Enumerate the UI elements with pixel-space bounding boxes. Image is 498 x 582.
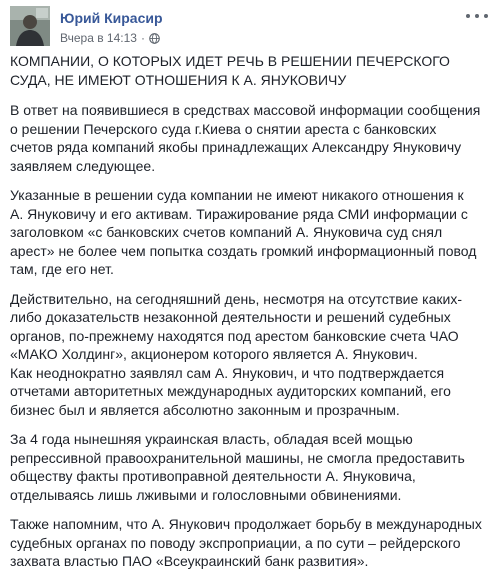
post-headline: КОМПАНИИ, О КОТОРЫХ ИДЕТ РЕЧЬ В РЕШЕНИИ ПЕЧЕРСКОГО СУДА, НЕ ИМЕЮТ ОТНОШЕНИЯ К А. ЯНУКОВИЧУ [10,53,450,88]
globe-icon[interactable] [149,33,160,44]
avatar[interactable] [10,6,50,46]
post-header [10,4,488,48]
more-options-icon[interactable] [466,10,488,22]
post-paragraph: За 4 года нынешняя украинская власть, обладая всей мощью репрессивной правоохранительной машины, не смогла предоставить обществу факты противоправной деятельности А. Януковича, отделываясь лишь лживыми и голословными обвинениями. [10,431,465,503]
post-paragraph: Действительно, на сегодняшний день, несмотря на отсутствие каких- либо доказательств незаконной деятельности и решений судебных органов, по-прежнему находятся под арестом банковские счета ЧАО «МАКО Холдинг», акционером которого является А. Янукович. Как неоднократно заявлял сам А. Янукович, и что подтверждается отчетами авторитетных международных аудиторских компаний, его бизнес был и является абсолютно законным и прозрачным. [10,290,462,418]
post-body [10,52,488,582]
author-name[interactable]: Юрий Кирасир [60,10,163,26]
post-paragraph: Также напомним, что А. Янукович продолжает борьбу в международных судебных органах по поводу экспроприации, а по сути – рейдерского захвата властью ПАО «Всеукраинский банк развития». [10,516,482,569]
avatar-photo-icon [10,6,50,46]
post-meta [60,31,160,45]
post-timestamp[interactable]: Вчера в 14:13 [60,31,137,45]
post-paragraph: Указанные в решении суда компании не имеют никакого отношения к А. Януковичу и его активам. Тиражирование ряда СМИ информации с заголовком «с банковских счетов компаний А. Януковича суд снял арест» не более чем попытка создать громкий информационный повод там, где его нет. [10,187,477,277]
post-paragraph: В ответ на появившиеся в средствах массовой информации сообщения о решении Печерского суда г.Киева о снятии ареста с банковских счетов ряда компаний якобы принадлежащих Александру Януковичу заявляем следующее. [10,102,481,174]
meta-separator: · [140,31,145,45]
